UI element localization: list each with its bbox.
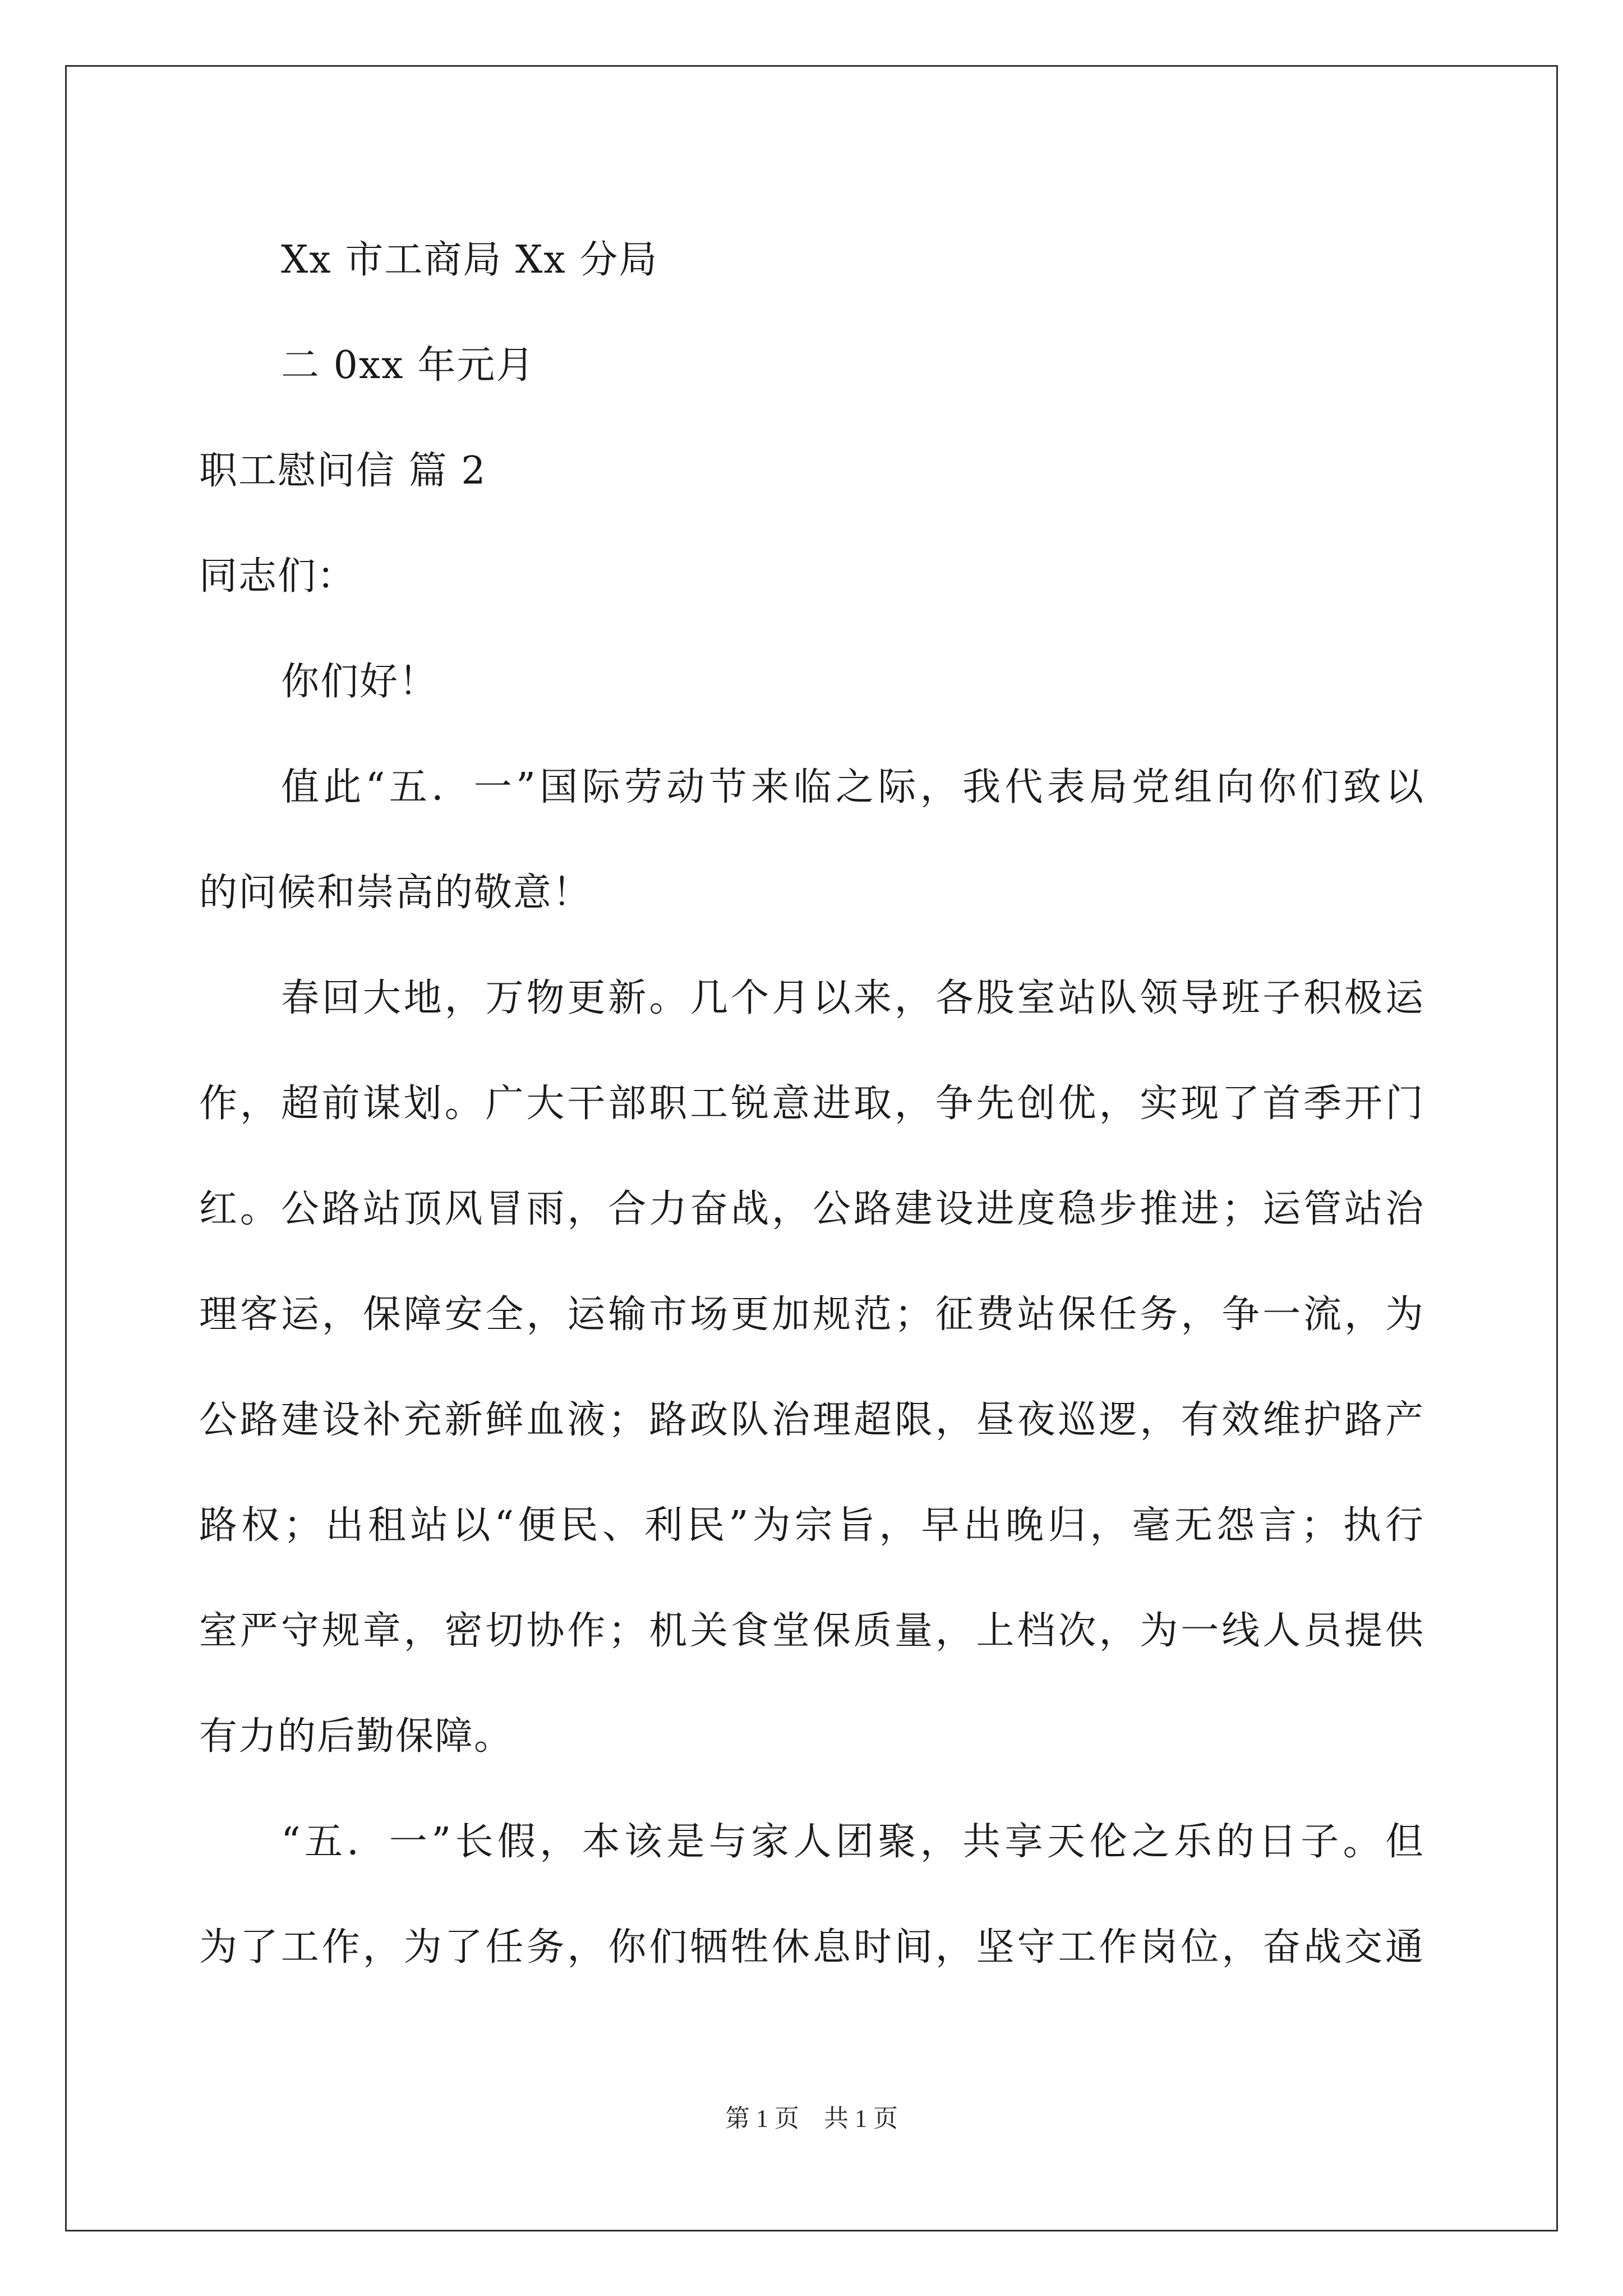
section-heading: 职工慰问信 篇 2 (199, 449, 487, 493)
signature-date: 二 0xx 年元月 (281, 343, 536, 388)
paragraph-line: 作，超前谋划。广大干部职工锐意进取，争先创优，实现了首季开门 (199, 1082, 1424, 1126)
paragraph-line: 公路建设补充新鲜血液；路政队治理超限，昼夜巡逻，有效维护路产 (199, 1398, 1424, 1442)
signature-organization: Xx 市工商局 Xx 分局 (281, 238, 658, 282)
page-number-footer: 第 1 页 共 1 页 (725, 2105, 898, 2132)
document-body (199, 208, 1424, 2000)
paragraph-line: 春回大地，万物更新。几个月以来，各股室站队领导班子积极运 (281, 976, 1424, 1020)
paragraph-line: 的问候和崇高的敬意！ (199, 871, 592, 915)
paragraph-line: 为了工作，为了任务，你们牺牲休息时间，坚守工作岗位，奋战交通 (199, 1925, 1424, 1970)
paragraph-line: 室严守规章，密切协作；机关食堂保质量，上档次，为一线人员提供 (199, 1609, 1424, 1653)
greeting: 你们好！ (281, 660, 439, 704)
paragraph-line: 红。公路站顶风冒雨，合力奋战，公路建设进度稳步推进；运管站治 (199, 1187, 1424, 1231)
salutation: 同志们： (199, 554, 357, 599)
paragraph-line: 有力的后勤保障。 (199, 1714, 514, 1759)
paragraph-line: 理客运，保障安全，运输市场更加规范；征费站保任务，争一流，为 (199, 1292, 1424, 1337)
paragraph-line: 路权；出租站以“便民、利民”为宗旨，早出晚归，毫无怨言；执行 (199, 1503, 1424, 1548)
paragraph-line: “五．一”长假，本该是与家人团聚，共享天伦之乐的日子。但 (281, 1820, 1424, 1864)
paragraph-line: 值此“五．一”国际劳动节来临之际，我代表局党组向你们致以 (281, 765, 1424, 809)
